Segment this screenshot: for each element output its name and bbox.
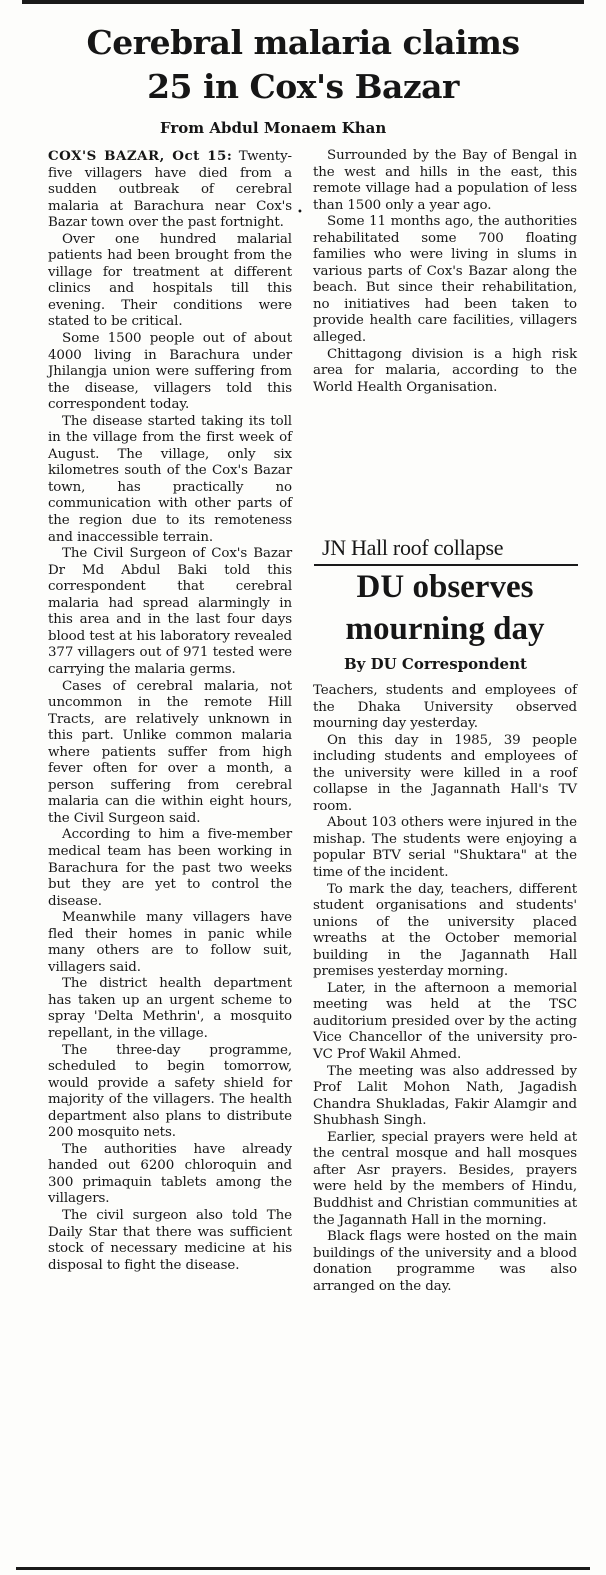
du-headline-line-1: DU observes [356,569,534,605]
paragraph: Surrounded by the Bay of Bengal in the west and hills in the east, this remote village had a population of less than 1500 only a year ago. [313,148,577,213]
headline-line-2: 25 in Cox's Bazar [147,67,459,106]
kicker-rule [314,564,578,566]
paragraph: About 103 others were injured in the mishap. The students were enjoying a popular BTV serial "Shuktara" at the time of the incident. [313,815,577,881]
paragraph: The civil surgeon also told The Daily Star that there was sufficient stock of necessary medicine at his disposal to fight the disease. [48,1208,292,1273]
paragraph: Meanwhile many villagers have fled their homes in panic while many others are to follow suit, villagers said. [48,910,292,975]
paragraph: The district health department has taken up an urgent scheme to spray 'Delta Methrin', a mosquito repellant, in the village. [48,976,292,1041]
paragraph: On this day in 1985, 39 people including students and employees of the university were killed in a roof collapse in the Jagannath Hall's TV room. [313,732,577,814]
paragraph: Chittagong division is a high risk area for malaria, according to the World Health Organisation. [313,346,577,395]
paragraph: The meeting was also addressed by Prof Lalit Mohon Nath, Jagadish Chandra Shukladas, Fakir Alamgir and Shubhash Singh. [313,1063,577,1129]
dateline: COX'S BAZAR, Oct 15: [48,148,233,164]
kicker: JN Hall roof collapse [322,535,504,560]
paragraph: Some 1500 people out of about 4000 living in Barachura under Jhilangja union were suffering from the disease, villagers told this correspondent today. [48,331,292,413]
paragraph: Later, in the afternoon a memorial meeting was held at the TSC auditorium presided over by the acting Vice Chancellor of the university pro-VC Prof Wakil Ahmed. [313,980,577,1063]
column-dot: • [297,207,303,218]
du-article-column [313,683,577,1295]
paragraph: The Civil Surgeon of Cox's Bazar Dr Md Abdul Baki told this correspondent that cerebral malaria had spread alarmingly in this area and in the last four days blood test at his laboratory revealed 377 villagers out of 971 tested were carrying the malaria germs. [48,546,292,677]
paragraph: Earlier, special prayers were held at the central mosque and hall mosques after Asr prayers. Besides, prayers were held by the members of Hindu, Buddhist and Christian communities at the Jagannath Hall in the morning. [313,1129,577,1228]
bottom-rule [16,1567,590,1570]
du-byline: By DU Correspondent [344,655,527,673]
top-rule [22,0,584,4]
paragraph: Some 11 months ago, the authorities rehabilitated some 700 floating families who were living in slums in various parts of Cox's Bazar along the beach. But since their rehabilitation, no initiatives had been taken to provide health care facilities, villagers alleged. [313,214,577,346]
paragraph: The authorities have already handed out 6200 chloroquin and 300 primaquin tablets among the villagers. [48,1141,292,1207]
paragraph: The three-day programme, scheduled to begin tomorrow, would provide a safety shield for majority of the villagers. The health department also plans to distribute 200 mosquito nets. [48,1042,292,1141]
article-column-2 [313,148,577,396]
paragraph: According to him a five-member medical team has been working in Barachura for the past two weeks but they are yet to control the disease. [48,827,292,909]
paragraph: Over one hundred malarial patients had been brought from the village for treatment at different clinics and hospitals till this evening. Their conditions were stated to be critical. [48,231,292,330]
paragraph: To mark the day, teachers, different student organisations and students' unions of the university placed wreaths at the October memorial building in the Jagannath Hall premises yesterday morning. [313,881,577,980]
paragraph: Black flags were hosted on the main buildings of the university and a blood donation programme was also arranged on the day. [313,1229,577,1294]
article-column-1 [48,148,292,1274]
du-headline-line-2: mourning day [345,611,545,647]
paragraph: COX'S BAZAR, Oct 15: Twenty-five villagers have died from a sudden outbreak of cerebral malaria at Barachura near Cox's Bazar town over the past fortnight. [48,148,292,231]
headline-line-1: Cerebral malaria claims [86,23,520,62]
paragraph: Teachers, students and employees of the Dhaka University observed mourning day yesterday. [313,683,577,732]
paragraph: The disease started taking its toll in the village from the first week of August. The village, only six kilometres south of the Cox's Bazar town, has practically no communication with other parts of the region due to its remoteness and inaccessible terrain. [48,413,292,545]
byline: From Abdul Monaem Khan [160,119,387,137]
paragraph: Cases of cerebral malaria, not uncommon in the remote Hill Tracts, are relatively unknown in this part. Unlike common malaria where patients suffer from high fever often for over a month, a person suffering from cerebral malaria can die within eight hours, the Civil Surgeon said. [48,678,292,826]
